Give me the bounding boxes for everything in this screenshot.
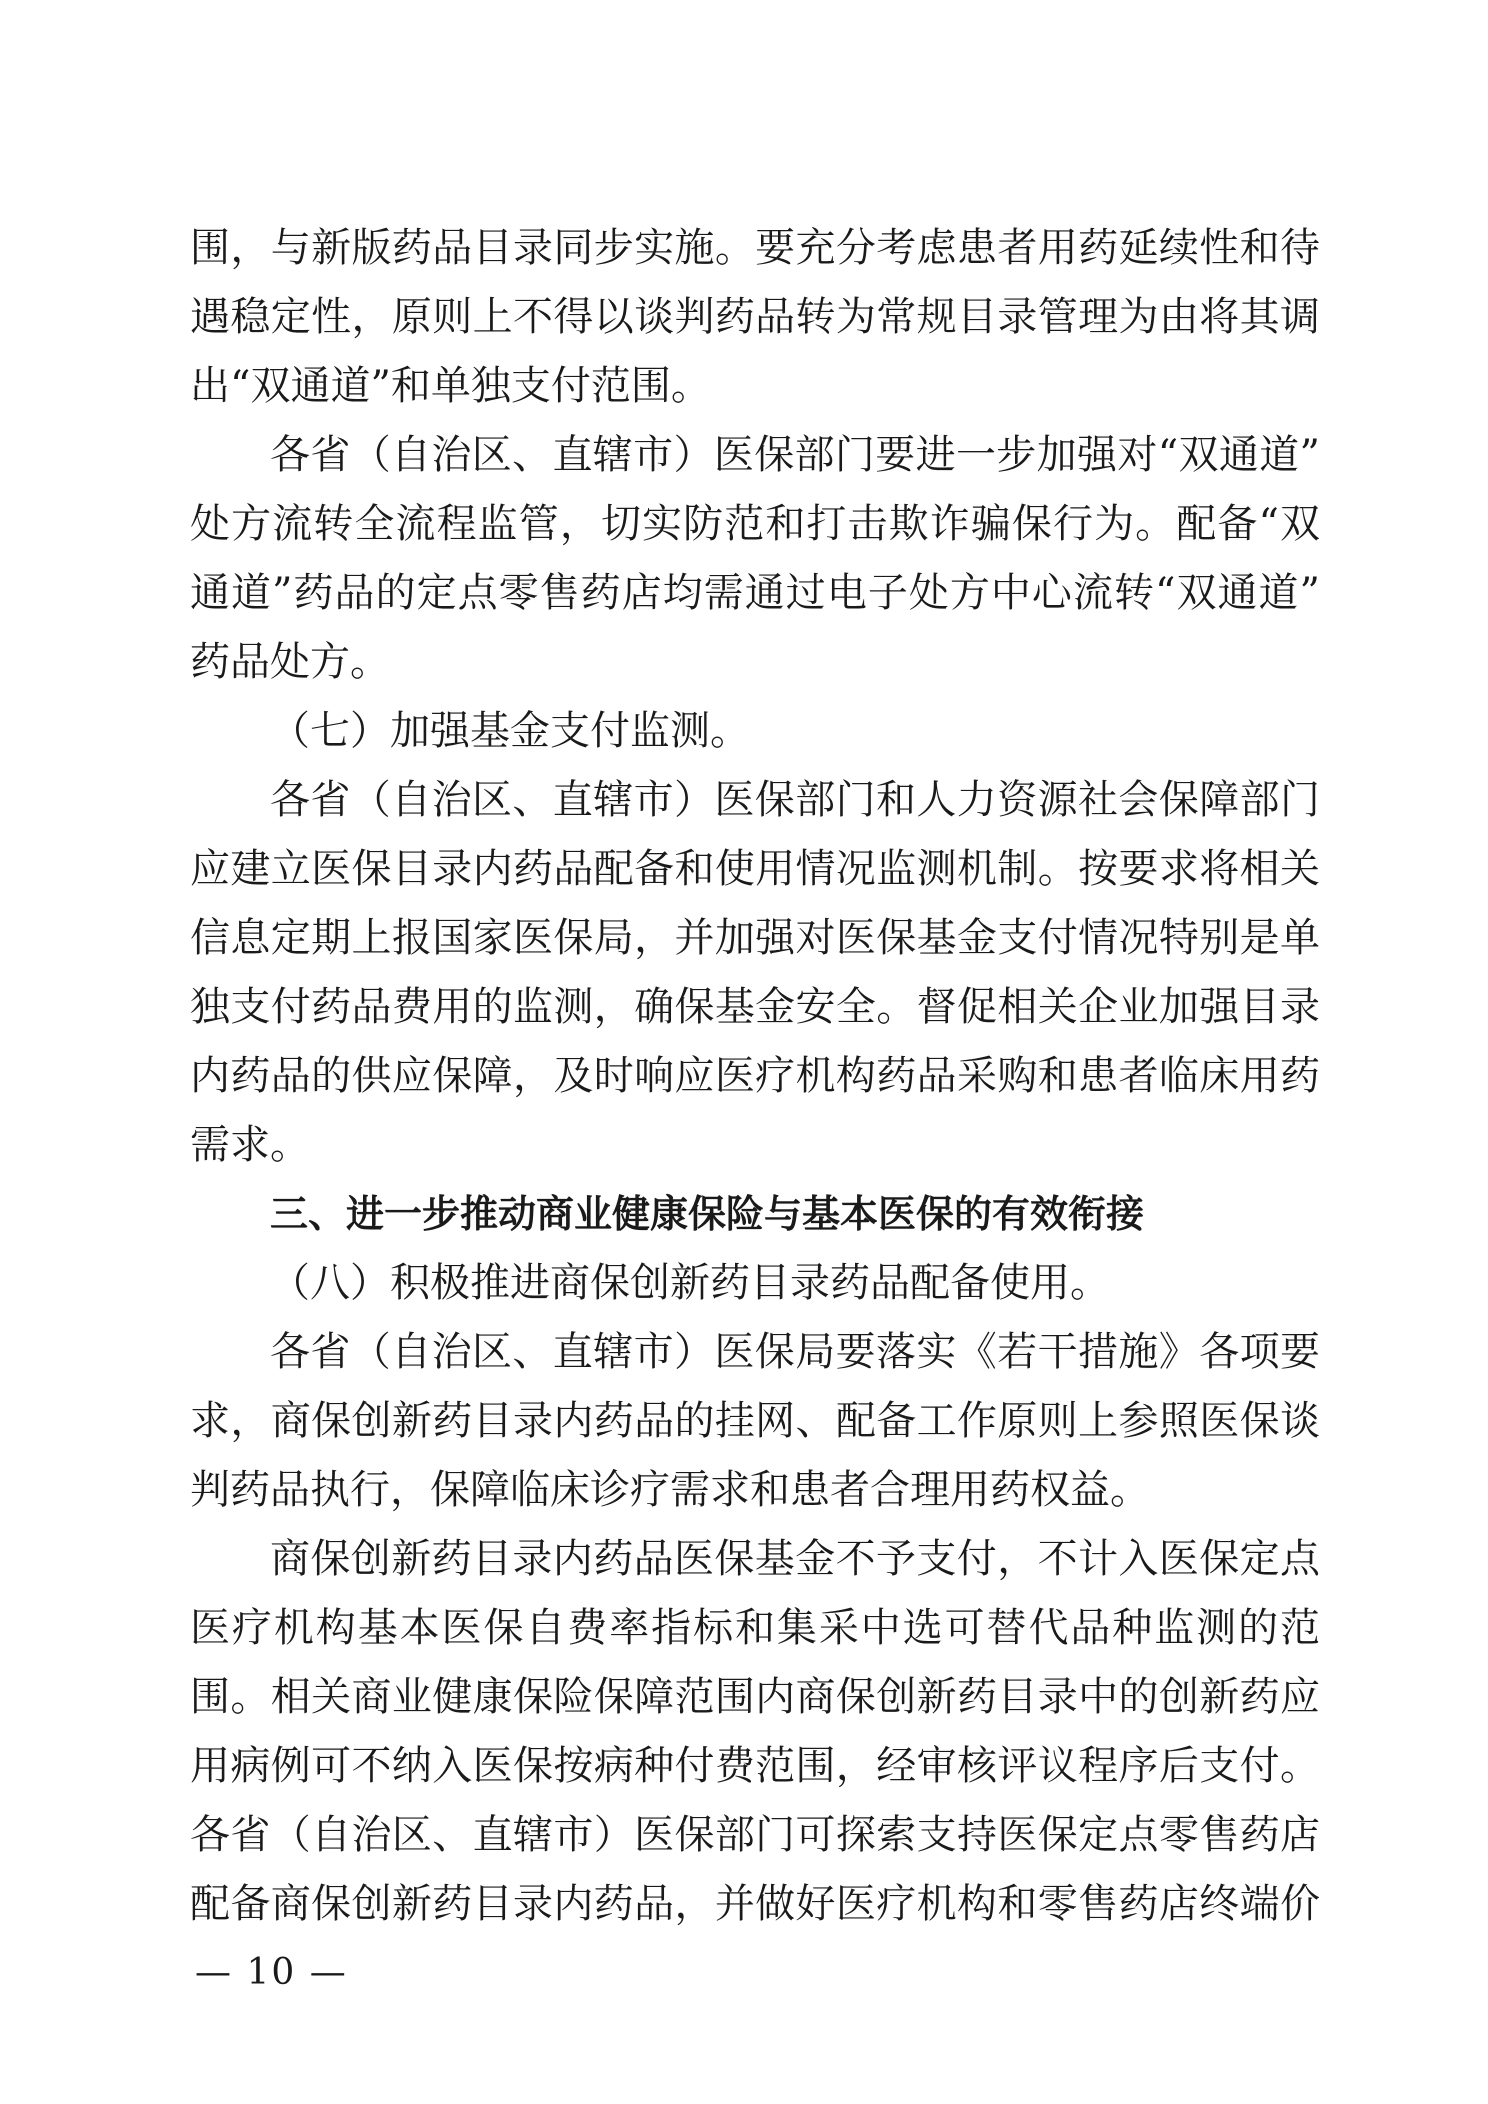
text-line: 信息定期上报国家医保局，并加强对医保基金支付情况特别是单 bbox=[190, 915, 1320, 961]
text-line: 商保创新药目录内药品医保基金不予支付，不计入医保定点 bbox=[270, 1536, 1320, 1582]
section-heading: 三、进一步推动商业健康保险与基本医保的有效衔接 bbox=[270, 1192, 1145, 1236]
text-line: 医疗机构基本医保自费率指标和集采中选可替代品种监测的范 bbox=[190, 1605, 1320, 1651]
text-line: 求，商保创新药目录内药品的挂网、配备工作原则上参照医保谈 bbox=[190, 1398, 1320, 1444]
text-line: 围，与新版药品目录同步实施。要充分考虑患者用药延续性和待 bbox=[190, 225, 1320, 271]
text-line: 各省（自治区、直辖市）医保局要落实《若干措施》各项要 bbox=[270, 1329, 1320, 1375]
text-line: 各省（自治区、直辖市）医保部门和人力资源社会保障部门 bbox=[270, 777, 1320, 823]
text-line: 判药品执行，保障临床诊疗需求和患者合理用药权益。 bbox=[190, 1467, 1150, 1513]
text-line: 独支付药品费用的监测，确保基金安全。督促相关企业加强目录 bbox=[190, 984, 1320, 1030]
text-line: 处方流转全流程监管，切实防范和打击欺诈骗保行为。配备“双 bbox=[190, 501, 1320, 547]
text-line: 各省（自治区、直辖市）医保部门可探索支持医保定点零售药店 bbox=[190, 1812, 1320, 1858]
text-line: 用病例可不纳入医保按病种付费范围，经审核评议程序后支付。 bbox=[190, 1743, 1320, 1789]
body-text bbox=[190, 214, 1320, 1939]
text-line: 遇稳定性，原则上不得以谈判药品转为常规目录管理为由将其调 bbox=[190, 294, 1320, 340]
text-line: （七）加强基金支付监测。 bbox=[270, 708, 750, 754]
text-line: 内药品的供应保障，及时响应医疗机构药品采购和患者临床用药 bbox=[190, 1053, 1320, 1099]
page-number: — 10 — bbox=[195, 1952, 348, 1993]
text-line: 药品处方。 bbox=[190, 639, 390, 685]
text-line: 围。相关商业健康保险保障范围内商保创新药目录中的创新药应 bbox=[190, 1674, 1320, 1720]
text-line: 通道”药品的定点零售药店均需通过电子处方中心流转“双通道” bbox=[190, 570, 1320, 616]
text-line: 出“双通道”和单独支付范围。 bbox=[190, 363, 711, 409]
text-line: 应建立医保目录内药品配备和使用情况监测机制。按要求将相关 bbox=[190, 846, 1320, 892]
text-line: 配备商保创新药目录内药品，并做好医疗机构和零售药店终端价 bbox=[190, 1881, 1320, 1927]
text-line: （八）积极推进商保创新药目录药品配备使用。 bbox=[270, 1260, 1110, 1306]
text-line: 需求。 bbox=[190, 1122, 310, 1168]
text-line: 各省（自治区、直辖市）医保部门要进一步加强对“双通道” bbox=[270, 432, 1320, 478]
